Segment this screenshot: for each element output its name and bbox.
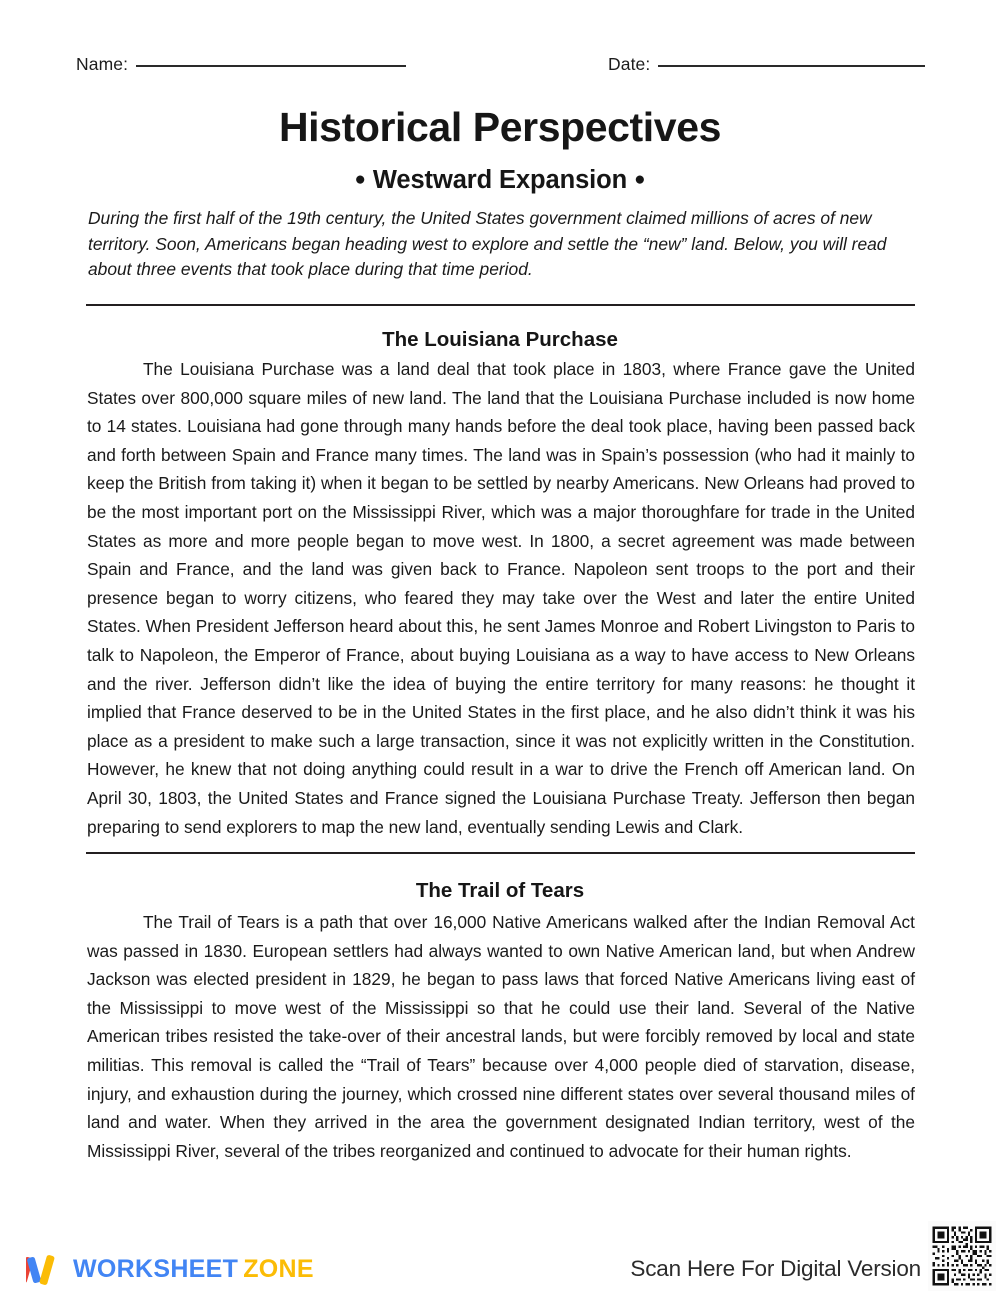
page-subtitle <box>0 166 1000 195</box>
logo-mark-icon <box>26 1253 64 1285</box>
date-label: Date: <box>608 54 651 74</box>
section-heading-trail-of-tears: The Trail of Tears <box>415 879 585 902</box>
name-input-line[interactable] <box>136 65 406 67</box>
intro-paragraph: During the first half of the 19th century, the United States government claimed millions of acres of new territory. Soon, Americans began heading west to explore and settle the “new” land. Below, you will read about three events that took place during that time period. <box>88 208 887 279</box>
worksheet-zone-logo[interactable] <box>26 1252 314 1286</box>
bullet-right-icon: ● <box>634 169 646 190</box>
logo-text-worksheet: WORKSHEET <box>73 1254 239 1283</box>
logo-text-zone: ZONE <box>243 1254 314 1283</box>
name-field-group <box>76 54 406 75</box>
page-title: Historical Perspectives <box>278 104 722 150</box>
section-body-trail-of-tears: The Trail of Tears is a path that over 16,000 Native Americans walked after the Indian Removal Act was passed in 1830. European settlers had always wanted to own Native American land, but when Andrew Jackson was elected president in 1829, he began to pass laws that forced Native Americans living east of the Mississippi to move west of the Mississippi so that he could use their land. Several of the Native American tribes resisted the take-over of their ancestral lands, but were forcibly removed by local and state militias. This removal is called the “Trail of Tears” because over 4,000 people died of starvation, disease, injury, and exhaustion during the journey, which crossed nine different states over several thousand miles of land and water. When they arrived in the area the government designated Indian territory, west of the Mississippi River, several of the tribes reorganized and continued to advocate for their human rights. <box>87 912 915 1161</box>
section-divider-1 <box>86 304 915 306</box>
date-input-line[interactable] <box>658 65 925 67</box>
date-field-group <box>608 54 925 75</box>
student-info-row <box>76 54 924 84</box>
section-body-louisiana-purchase: The Louisiana Purchase was a land deal that took place in 1803, where France gave the United States over 800,000 square miles of new land. The land that the Louisiana Purchase included is now home to 14 states. Louisiana had gone through many hands before the deal took place, having been passed back and forth between Spain and France many times. The land was in Spain’s possession (who had it mainly to keep the British from taking it) when it began to be settled by nearby Americans. New Orleans had proved to be the most important port on the Mississippi River, which was a major thoroughfare for trade in the United States as more and more people began to move west. In 1800, a secret agreement was made between Spain and France, and the land was given back to France. Napoleon sent troops to the port and their presence began to worry citizens, who feared they may take over the West and later the entire United States. When President Jefferson heard about this, he sent James Monroe and Robert Livingston to Paris to talk to Napoleon, the Emperor of France, about buying Louisiana as a way to have access to New Orleans and the river. Jefferson didn’t like the idea of buying the entire territory for many reasons: he thought it implied that France deserved to be in the United States in the first place, and he also didn’t think it was his place as a president to make such a large transaction, since it was not explicitly written in the Constitution. However, he knew that not doing anything could result in a war to drive the French off American land. On April 30, 1803, the United States and France signed the Louisiana Purchase Treaty. Jefferson then began preparing to send explorers to map the new land, eventually sending Lewis and Clark. <box>87 359 915 837</box>
section-divider-2 <box>86 852 915 854</box>
logo-text <box>73 1255 314 1284</box>
subtitle-text: Westward Expansion <box>372 166 628 194</box>
scan-here-label: Scan Here For Digital Version <box>630 1256 921 1281</box>
qr-code-icon[interactable] <box>928 1221 996 1291</box>
name-label: Name: <box>76 54 129 74</box>
section-heading-louisiana-purchase: The Louisiana Purchase <box>382 328 618 351</box>
qr-code-svg <box>928 1221 996 1291</box>
bullet-left-icon: ● <box>354 169 366 190</box>
